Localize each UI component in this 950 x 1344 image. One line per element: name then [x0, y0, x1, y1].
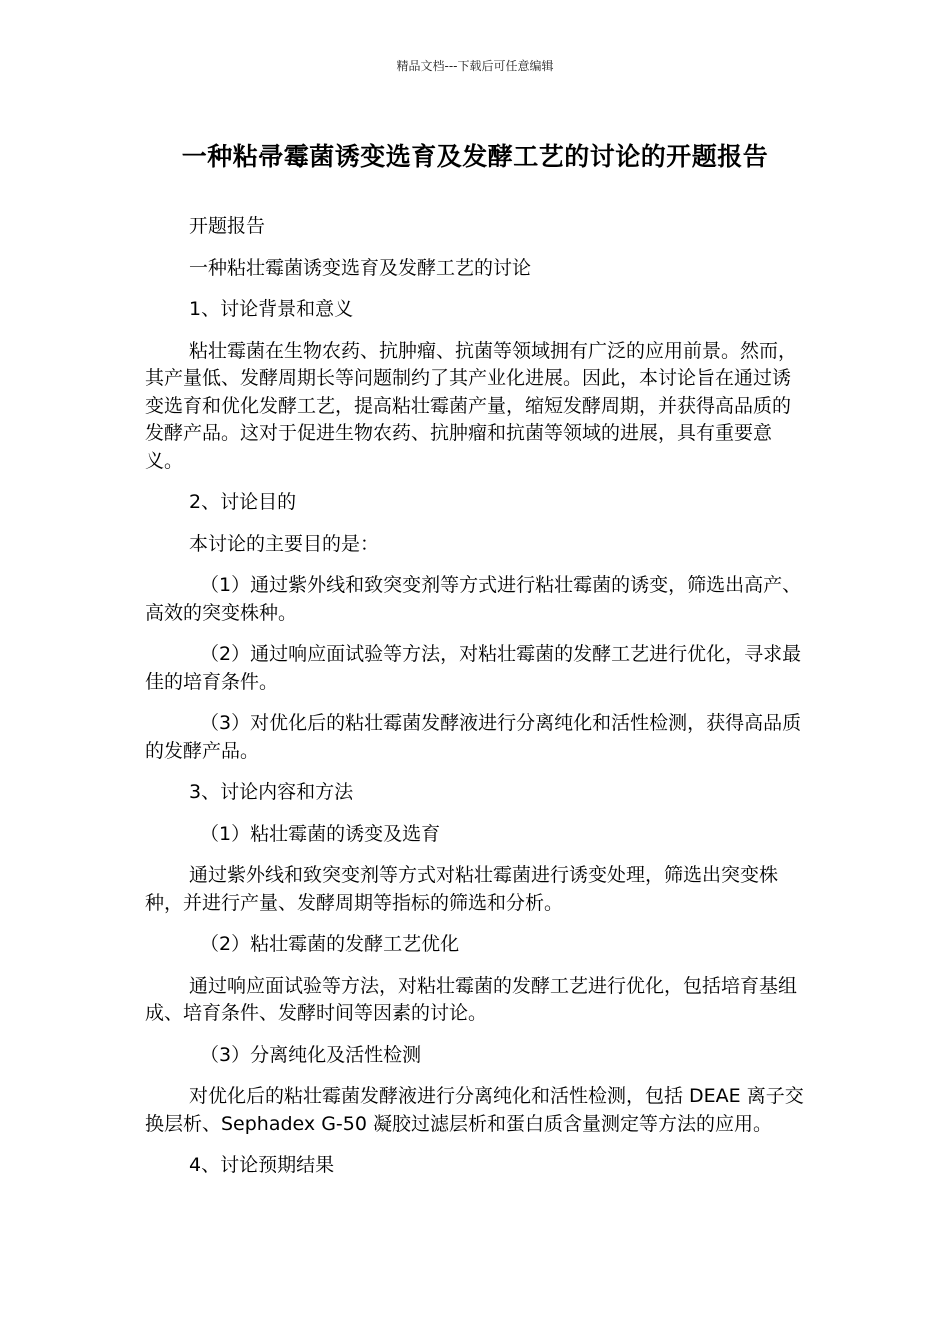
- paragraph-purification: 对优化后的粘壮霉菌发酵液进行分离纯化和活性检测，包括 DEAE 离子交换层析、Sephadex G-50 凝胶过滤层析和蛋白质含量测定等方法的应用。: [145, 1085, 804, 1135]
- list-item-purpose-1: （1）通过紫外线和致突变剂等方式进行粘壮霉菌的诱变，筛选出高产、高效的突变株种。: [145, 574, 802, 624]
- paragraph-purpose-intro: 本讨论的主要目的是：: [189, 532, 380, 555]
- document-title: 一种粘帚霉菌诱变选育及发酵工艺的讨论的开题报告: [181, 142, 769, 171]
- paragraph-mutation: 通过紫外线和致突变剂等方式对粘壮霉菌进行诱变处理，筛选出突变株种，并进行产量、发酵周期等指标的筛选和分析。: [145, 864, 779, 914]
- paragraph-background: 粘壮霉菌在生物农药、抗肿瘤、抗菌等领域拥有广泛的应用前景。然而，其产量低、发酵周期长等问题制约了其产业化进展。因此，本讨论旨在通过诱变选育和优化发酵工艺，提高粘壮霉菌产量，缩短发酵周期，并获得高品质的发酵产品。这对于促进生物农药、抗肿瘤和抗菌等领域的进展，具有重要意义。: [145, 339, 798, 472]
- section-heading-2: 2、讨论目的: [189, 491, 297, 513]
- document-body: [145, 213, 807, 1194]
- list-item-purpose-2: （2）通过响应面试验等方法，对粘壮霉菌的发酵工艺进行优化，寻求最佳的培育条件。: [145, 643, 802, 693]
- paragraph-topic: 一种粘壮霉菌诱变选育及发酵工艺的讨论: [189, 256, 532, 279]
- header-note: 精品文档---下载后可任意编辑: [396, 59, 554, 73]
- section-heading-1: 1、讨论背景和意义: [189, 298, 354, 320]
- section-heading-3: 3、讨论内容和方法: [189, 781, 354, 803]
- section-heading-4: 4、讨论预期结果: [189, 1154, 335, 1176]
- subheading-mutation: （1）粘壮霉菌的诱变及选育: [200, 822, 441, 845]
- subheading-fermentation: （2）粘壮霉菌的发酵工艺优化: [200, 933, 460, 955]
- list-item-purpose-3: （3）对优化后的粘壮霉菌发酵液进行分离纯化和活性检测，获得高品质的发酵产品。: [145, 712, 802, 762]
- subheading-purification: （3）分离纯化及活性检测: [200, 1043, 422, 1066]
- paragraph-fermentation: 通过响应面试验等方法，对粘壮霉菌的发酵工艺进行优化，包括培育基组成、培育条件、发酵时间等因素的讨论。: [145, 974, 798, 1024]
- paragraph-report-label: 开题报告: [189, 215, 266, 237]
